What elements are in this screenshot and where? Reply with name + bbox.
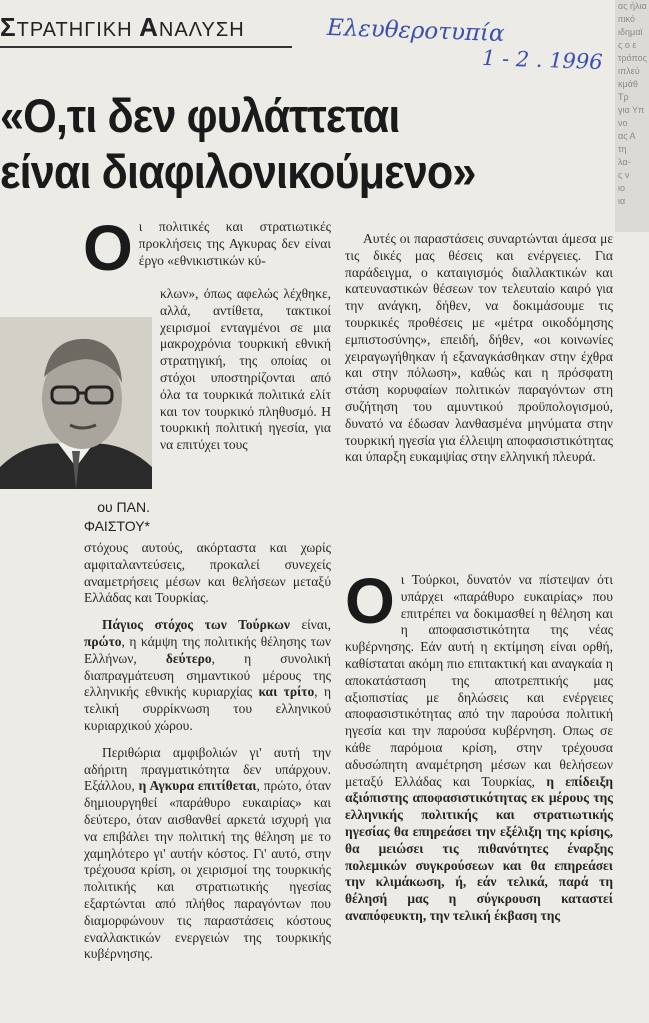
text-run: , πρώτο, όταν δημιουργηθεί «παράθυρο ευκαιρίας» και δεύτερο, όταν αισθανθεί αρκετά ισχυρή για να επιβάλει την πολιτική της θέληση με το χαμηλότερο γι' αυτήν κόστος. Γι' αυτό, στην τρέχουσα κρίση, οι χειρισμοί της τουρκικής πολιτικής και στρατιωτικής ηγεσίας εξαρτώνται από πλήθος παραγόντων που διαμορφώνουν τις παραστάσεις κόστους εναλλακτικών ενεργειών της τουρκικής κυβέρνησης. <box>84 778 331 962</box>
right-column-bottom <box>345 565 613 935</box>
paragraph-window-of-opportunity <box>345 565 613 925</box>
left-column-body <box>84 540 331 973</box>
intro-paragraph-top <box>83 212 331 284</box>
text-run: είναι, <box>289 617 331 633</box>
strip-line: ς ο ε <box>618 40 637 50</box>
strip-line: τρόπος <box>618 53 647 63</box>
strip-line: ιπλεύ <box>618 66 640 76</box>
text-run: Περιθώρια αμφιβολιών γι' αυτή την αδήριτη πραγματικότητα δεν υπάρχουν. Εξάλλου, <box>84 744 331 794</box>
strip-line: νο <box>618 118 628 128</box>
headline-line-1: «Ο,τι δεν φυλάττεται <box>0 89 400 142</box>
strip-line: λα- <box>618 157 631 167</box>
strip-line: ιο <box>618 183 626 193</box>
bold-run: η επίδειξη αξιόπιστης αποφασιστικότητας εκ μέρους της ελληνικής πολιτικής και στρατιωτικής ηγεσίας θα επηρεάσει την εξέλιξη της κρίσης, θα μειώσει τις πιθανότητες έναρξης πολεμικών συγκρούσεων και θα επηρεάσει την κλιμάκωση, ή, εάν τελικά, παρά τη θέλησή μας η σύγκρουση καταστεί αναπόφευκτη, την τελική έκβαση της <box>345 773 613 923</box>
strip-line: κμάθ <box>618 79 638 89</box>
section-label-initial2: Α <box>139 12 159 42</box>
section-divider <box>0 46 292 48</box>
left-column-intro-top <box>83 212 331 284</box>
intro-text-top: ι πολιτικές και στρατιωτικές προκλήσεις της Αγκυρας δεν είναι έργο «εθνικιστικών κύ- <box>138 219 331 268</box>
bold-run: η Αγκυρα επιτίθεται <box>138 778 257 794</box>
handwritten-newspaper-name: Ελευθεροτυπία <box>326 14 506 48</box>
headline-line-2: είναι διαφιλονικούμενο» <box>0 145 476 198</box>
intro-text-mid: κλων», όπως αφελώς λέχθηκε, αλλά, αντίθετα, τακτικοί χειρισμοί ενταγμένοι σε μια μακροχρόνια τουρκική εθνική στρατηγική, της οποίας οι στόχοι υποστηρίζονται από όλα τα τουρκικά πολιτικά ελίτ και τον τουρκικό πληθυσμό. Η τουρκική πολιτική ηγεσία, για να επιτύχει τους <box>160 286 331 453</box>
text-run: , η κάμψη της πολιτικής θέλησης των Ελλήνων, <box>84 633 331 666</box>
text-run: , η τελική συρρίκνωση του ελληνικού κυριαρχικού χώρου. <box>84 684 332 733</box>
strip-line: ας ήλια <box>618 1 647 11</box>
dropcap-o: Ο <box>83 212 133 284</box>
bold-lead: Πάγιος στόχος των Τούρκων <box>102 617 290 633</box>
left-column-intro-mid <box>160 286 331 464</box>
strip-line: για Υπ <box>618 105 645 115</box>
strip-line: τη <box>618 144 627 154</box>
text-run: , η συνολική διαπραγμάτευση σημαντικού μέρους της ελληνικής εθνικής κυριαρχίας <box>84 650 331 700</box>
handwritten-date: 1 - 2 . 1996 <box>481 45 604 75</box>
author-photo <box>0 317 152 489</box>
paragraph-perceptions: Αυτές οι παραστάσεις συναρτώνται άμεσα με τις δικές μας θέσεις και ενέργειες. Για παράδειγμα, ο καταιγισμός διαλλακτικών και κατευναστικών θέσεων τον τελευταίο καιρό για την ανάγκη, δήθεν, να δοκιμάσουμε τις τουρκικές προθέσεις με «μέτρα οικοδόμησης εμπιστοσύνης», επειδή, δήθεν, «οι κοινωνίες χειραγωγήθηκαν ή εξαναγκάσθηκαν στην έχθρα και στην πόλωση», καθώς και η πρόσφατη στάση κορυφαίων πολιτικών παραγόντων στη συζήτηση του αμυντικού προϋπολογισμού, δυνατό να έδωσαν λανθασμένα μηνύματα στην τουρκική ηγεσία για έλλειψη αποφασιστικότητας και ύπαρξη ευκαμψίας στην ελληνική πλευρά. <box>345 231 613 465</box>
strip-line: ια <box>618 196 626 206</box>
intro-text-low: στόχους αυτούς, ακόρταστα και χωρίς αμφιταλαντεύσεις, προκαλεί συνεχείς αναμετρήσεις μέσων και θελήσεων μεταξύ Ελλάδας και Τουρκίας. <box>84 540 331 606</box>
text-run: ι Τούρκοι, δυνατόν να πίστεψαν ότι υπάρχει «παράθυρο ευκαιρίας» που επιτρέπει να δοκιμασθεί η θέληση και η αποφασιστικότητα της νέας κυβέρνησης. Εάν αυτή η εκτίμηση είναι ορθή, καθίσταται ακόμη πιο επιτακτική και αναγκαία η αποκατάσταση της αποτρεπτικής μας αξιοπιστίας με δηλώσεις και ενέργειες αποφασιστικότητας από την παρούσα πολιτική ηγεσία και την παρούσα κυβέρνηση. Οπως σε κάθε παρόμοια κρίση, στην τρέχουσα αδυσώπητη αναμέτρηση μέσων και θελήσεων μεταξύ Ελλάδας και Τουρκίας, <box>345 572 613 789</box>
paragraph-ankara-attacks <box>84 745 331 963</box>
section-label-word2: ΝΑΛΥΣΗ <box>158 19 245 41</box>
adjacent-article-strip <box>615 0 649 232</box>
strip-line: ιτικό <box>618 14 635 24</box>
bold-run: δεύτερο <box>165 650 212 666</box>
section-label-initial: Σ <box>0 12 17 42</box>
paragraph-turkish-goals <box>84 617 331 735</box>
byline-line-1: ου ΠΑΝ. <box>97 499 150 515</box>
section-label-word1: ΤΡΑΤΗΓΙΚΗ <box>16 19 140 41</box>
author-byline <box>0 498 150 536</box>
right-column-top <box>345 231 613 476</box>
section-label <box>0 12 245 43</box>
author-portrait-icon <box>0 317 152 489</box>
bold-run: πρώτο <box>84 633 122 649</box>
strip-line: ς ν <box>618 170 630 180</box>
strip-line: Τρ <box>618 92 629 102</box>
dropcap-o-2: Ο <box>345 565 395 637</box>
strip-line: ιδημαϊ <box>618 27 643 37</box>
byline-line-2: ΦΑΙΣΤΟΥ* <box>83 518 150 534</box>
strip-line: ας Α <box>618 131 636 141</box>
bold-run: και τρίτο <box>258 684 315 700</box>
